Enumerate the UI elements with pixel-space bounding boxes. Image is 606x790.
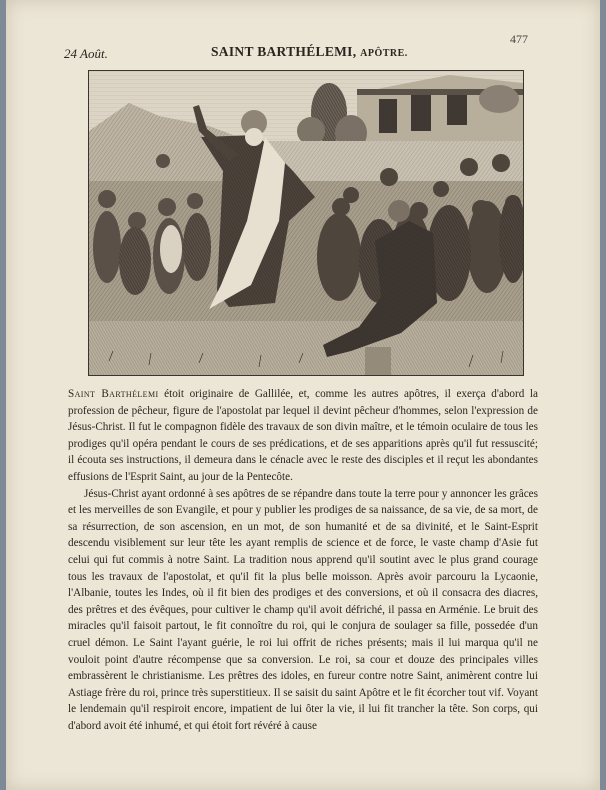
body-text	[68, 386, 538, 734]
feast-date: 24 Août.	[64, 46, 108, 61]
saint-name-lead: Saint Barthélemi	[68, 388, 159, 400]
page-number: 477	[510, 32, 528, 46]
book-page	[6, 0, 600, 790]
chapter-title	[211, 44, 408, 60]
page-header	[6, 32, 600, 64]
paragraph-2: Jésus-Christ ayant ordonné à ses apôtres de se répandre dans toute la terre pour y annoncer les grâces et les merveilles de son Evangile, et pour y publier les prodiges de sa naissance, de sa vie, de sa mort, de sa résurrection, de son ascension, en un mot, de son humanité et de sa divinité, et le Saint-Esprit descendu visiblement sur leur tête les ayant remplis de science et de force, le vaste champ d'Asie fut celui qui fut commis à notre Saint. La tradition nous apprend qu'il soutint avec le plus grand courage tous les travaux de l'apostolat, et qu'il fit la plus belle moisson. Après avoir parcouru la Lycaonie, l'Albanie, toutes les Indes, où il fit bien des prodiges et des conversions, et où il consacra des diacres, des prêtres et des évêques, pour cultiver le champ qu'il avoit défriché, il passa en Arménie. Le bruit des miracles qu'il faisoit partout, le fit connoître du roi, qui le conjura de soulager sa fille, possedée d'un cruel démon. Le Saint l'ayant guérie, le roi lui offrit de riches présents; mais il lui marqua qu'il ne vouloit point d'autre récompense que sa conversion. Le roi, sa cour et douze des principales villes embrassèrent le christianisme. Les prêtres des idoles, en fureur contre notre Saint, animèrent contre lui Astiage frère du roi, prince très superstitieux. Il se saisit du saint Apôtre et le fit écorcher tout vif. Voyant le lendemain qu'il respiroit encore, impatient de lui ôter la vie, il lui fit trancher la tête. Son corps, qui d'abord avoit été inhumé, et qui étoit fort révéré à cause	[68, 487, 538, 732]
engraving-illustration	[88, 70, 524, 376]
chapter-title-sub: APÔTRE.	[360, 48, 408, 59]
engraving-saint-preaching-illustration	[89, 71, 523, 375]
chapter-title-main: SAINT BARTHÉLEMI,	[211, 44, 357, 59]
paragraph-1	[68, 386, 538, 486]
paragraph-1-text: étoit originaire de Gallilée, et, comme les autres apôtres, il exerça d'abord la profession de pêcheur, figure de l'apostolat par lequel il devint pêcheur d'hommes, selon l'expression de Jésus-Christ. Il fut le compagnon fidèle des travaux de son divin maître, et le témoin oculaire de tous les prodiges qu'il opéra pendant le cours de ses prédications, et de ses apparitions après qu'il fut ressuscité; il écouta ses instructions, il demeura dans le cénacle avec le reste des disciples et il reçut les abondantes effusions de l'Esprit Saint, au jour de la Pentecôte.	[68, 388, 538, 483]
